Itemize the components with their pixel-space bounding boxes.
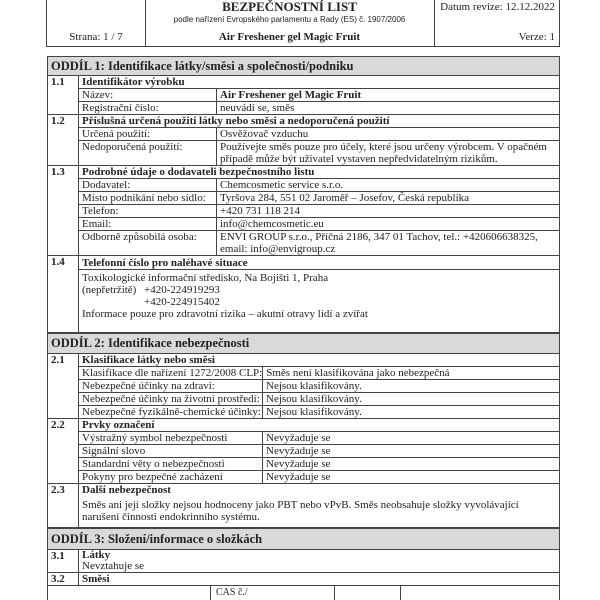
row-value: Nevyžaduje se [266, 445, 331, 457]
table-row [79, 380, 559, 393]
table-row [79, 406, 559, 419]
subsection-number: 1.3 [48, 166, 79, 256]
emergency-phone: +420-224915402 [144, 296, 220, 308]
subsection-title: Prvky označení [79, 419, 559, 432]
table-cell [401, 586, 559, 600]
table-row [79, 393, 559, 406]
row-value: Nevyžaduje se [266, 432, 331, 444]
table-row [79, 179, 559, 192]
subsection-2-1 [48, 354, 559, 419]
subsection-2-3 [48, 484, 559, 527]
subsection-title: Příslušná určená použití látky nebo směsi a nedoporučená použití [79, 115, 559, 128]
table-row [79, 432, 559, 445]
subsection-number: 2.3 [48, 484, 79, 527]
section-3 [47, 527, 560, 600]
row-value: Air Freshener gel Magic Fruit [220, 89, 362, 101]
table-row [79, 205, 559, 218]
row-label: Odborně způsobilá osoba: [79, 231, 217, 255]
subsection-title: Látky [82, 549, 111, 561]
header-left [47, 0, 146, 46]
emergency-note: Informace pouze pro zdravotní rizika – akutní otravy lidí a zvířat [82, 308, 368, 320]
row-value: Nejsou klasifikovány. [266, 393, 362, 405]
version: Verze: 1 [518, 31, 555, 43]
table-row [79, 231, 559, 256]
table-row [79, 367, 559, 380]
subsection-title: Další nebezpečnost [82, 484, 171, 496]
subsection-number: 1.1 [48, 76, 79, 115]
subsection-title: Směsi [79, 573, 559, 586]
emergency-phone: +420-224919293 [144, 284, 220, 296]
header-center [145, 0, 435, 46]
row-value: Nevyžaduje se [266, 471, 331, 483]
document-body [47, 56, 560, 600]
section-1-title: ODDÍL 1: Identifikace látky/směsi a společnosti/podniku [48, 57, 559, 76]
product-name: Air Freshener gel Magic Fruit [218, 31, 361, 43]
subsection-number: 1.4 [48, 256, 79, 332]
row-label: Signální slovo [79, 445, 263, 457]
subsection-number: 2.1 [48, 354, 79, 419]
page-number: Strana: 1 / 7 [69, 31, 123, 43]
section-2 [47, 332, 560, 527]
row-value: Nejsou klasifikovány. [266, 380, 362, 392]
subsection-number: 1.2 [48, 115, 79, 166]
row-label: Nebezpečné účinky na životní prostředí: [79, 393, 263, 405]
row-value: +420 731 118 214 [220, 205, 301, 217]
row-label: Nebezpečné účinky na zdraví: [79, 380, 263, 392]
row-label: Místo podnikání nebo sídlo: [79, 192, 217, 204]
subsection-1-3 [48, 166, 559, 256]
row-label: Nebezpečné fyzikálně-chemické účinky: [79, 406, 263, 418]
row-value: Tyršova 284, 551 02 Jaroměř – Josefov, Česká republika [220, 192, 470, 204]
table-row [79, 218, 559, 231]
row-label: Výstražný symbol nebezpečnosti [79, 432, 263, 444]
row-label: Registrační číslo: [79, 102, 217, 114]
subsection-text: Nevztahuje se [82, 560, 144, 572]
table-header-cas: CAS č./ [211, 586, 335, 600]
table-row [79, 445, 559, 458]
row-value: Chemcosmetic service s.r.o. [220, 179, 344, 191]
row-value: ENVI GROUP s.r.o., Příčná 2186, 347 01 Tachov, tel.: +420606638325, email: info@envigroup.cz [220, 231, 538, 255]
row-label: Standardní věty o nebezpečnosti [79, 458, 263, 470]
document-header [46, 0, 560, 47]
section-1 [47, 56, 560, 332]
subsection-1-4 [48, 256, 559, 332]
table-row [79, 471, 559, 484]
row-value: Používejte směs pouze pro účely, které jsou určeny výrobcem. V opačném případě může být uživatel vystaven nepředvidatelným rizikům. [220, 141, 547, 165]
nonstop-label: (nepřetržitě) [82, 284, 137, 296]
row-label: Název: [79, 89, 217, 101]
row-label: Email: [79, 218, 217, 230]
table-row [79, 141, 559, 166]
document-subtitle: podle nařízení Evropského parlamentu a Rady (ES) č. 1907/2006 [173, 15, 406, 24]
subsection-title: Identifikátor výrobku [79, 76, 559, 89]
row-label: Klasifikace dle nařízení 1272/2008 CLP: [79, 367, 263, 379]
row-value: Nejsou klasifikovány. [266, 406, 362, 418]
subsection-number: 2.2 [48, 419, 79, 484]
row-label: Telefon: [79, 205, 217, 217]
subsection-3-2 [48, 573, 559, 586]
row-value: Nevyžaduje se [266, 458, 331, 470]
emergency-center: Toxikologické informační středisko, Na Bojišti 1, Praha [82, 272, 329, 284]
subsection-3-1 [48, 550, 559, 573]
subsection-1-2 [48, 115, 559, 166]
row-label: Určená použití: [79, 128, 217, 140]
row-value: Směs není klasifikována jako nebezpečná [266, 367, 450, 379]
header-right [434, 0, 559, 46]
subsection-2-2 [48, 419, 559, 484]
subsection-title: Podrobné údaje o dodavateli bezpečnostního listu [79, 166, 559, 179]
table-cell [48, 586, 211, 600]
revision-date: Datum revize: 12.12.2022 [440, 1, 555, 13]
subsection-title: Telefonní číslo pro naléhavé situace [79, 256, 559, 270]
section-2-title: ODDÍL 2: Identifikace nebezpečnosti [48, 333, 559, 354]
subsection-title: Klasifikace látky nebo směsi [79, 354, 559, 367]
document-title: BEZPEČNOSTNÍ LIST [222, 0, 357, 14]
row-value: neuvádí se, směs [220, 102, 295, 114]
subsection-1-1 [48, 76, 559, 115]
table-row [79, 102, 559, 115]
section-3-title: ODDÍL 3: Složení/informace o složkách [48, 528, 559, 550]
row-label: Pokyny pro bezpečné zacházení [79, 471, 263, 483]
subsection-text: Směs ani její složky nejsou hodnoceny jako PBT nebo vPvB. Směs neobsahuje složky vyvolávající narušení činnosti endokrinního systému. [82, 499, 519, 523]
table-cell [335, 586, 401, 600]
row-label: Nedoporučená použití: [79, 141, 217, 165]
table-row [79, 192, 559, 205]
subsection-number: 3.2 [48, 573, 79, 586]
table-row [79, 128, 559, 141]
row-value: info@chemcosmetic.eu [220, 218, 324, 230]
table-row [79, 458, 559, 471]
row-value: Osvěžovač vzduchu [220, 128, 309, 140]
table-row [79, 89, 559, 102]
mixture-table-header [48, 586, 559, 600]
subsection-number: 3.1 [48, 550, 79, 573]
row-label: Dodavatel: [79, 179, 217, 191]
